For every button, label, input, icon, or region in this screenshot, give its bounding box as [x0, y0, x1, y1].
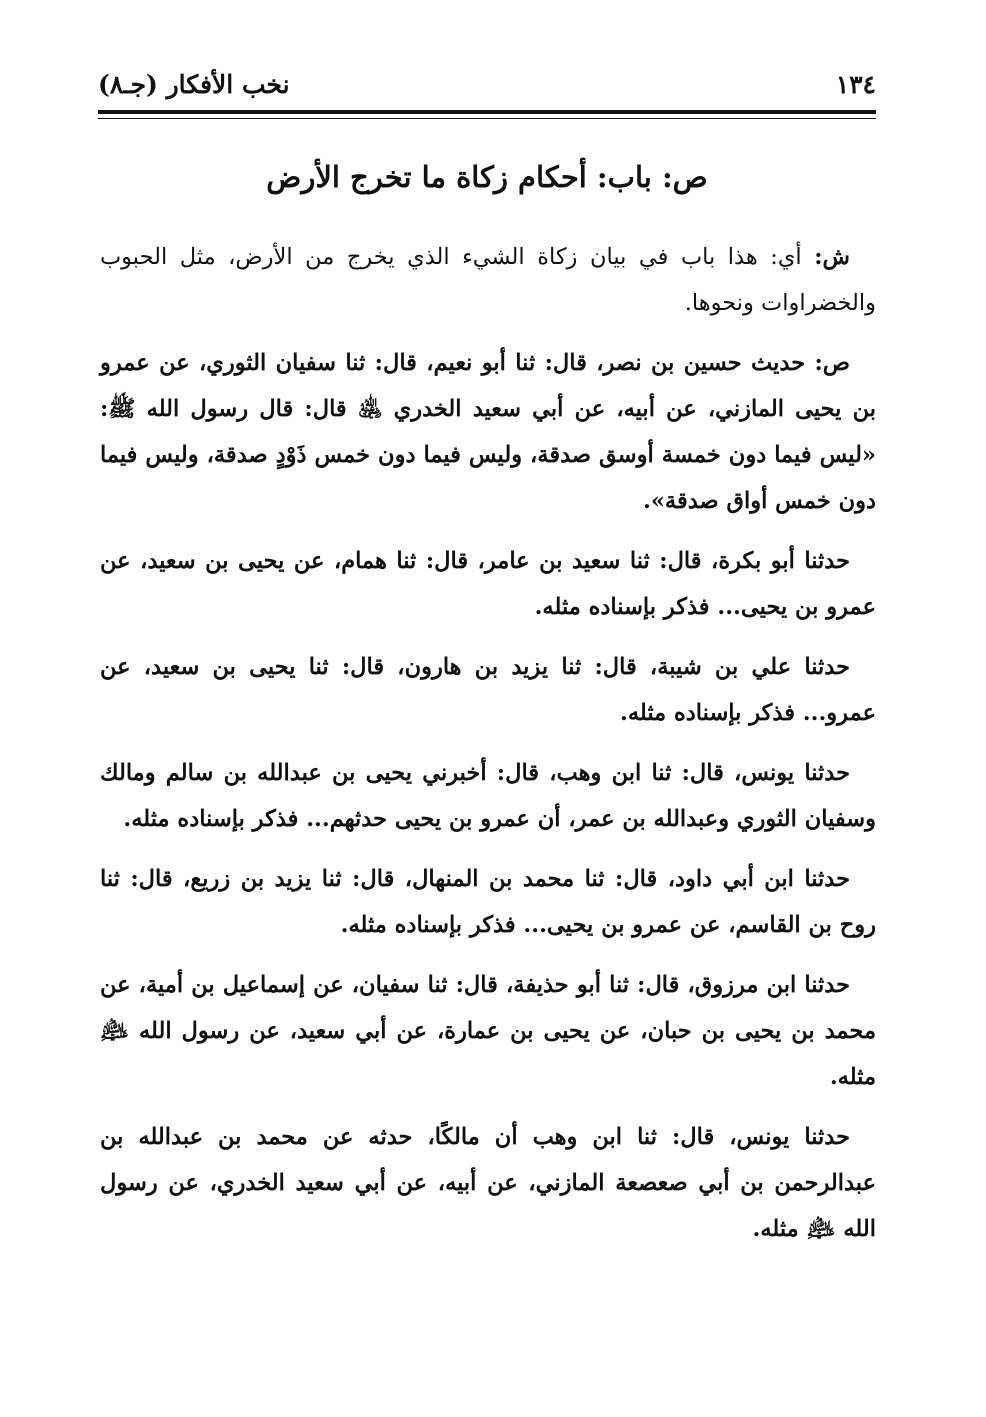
running-header — [98, 62, 876, 106]
paragraph-text: حدثنا أبو بكرة، قال: ثنا سعيد بن عامر، قال: ثنا همام، عن يحيى بن سعيد، عن عمرو بن يحيى... فذكر بإسناده مثله. — [100, 548, 876, 620]
header-rule-thick — [98, 110, 876, 114]
paragraph-lead: ش: — [814, 244, 850, 270]
header-rule-thin — [98, 118, 876, 119]
page-body — [100, 234, 876, 1266]
paragraph-text: حدثنا يونس، قال: ثنا ابن وهب أن مالكًا، حدثه عن محمد بن عبدالله بن عبدالرحمن بن أبي صعصعة المازني، عن أبيه، عن أبي سعيد الخدري، عن رسول الله ﵇ مثله. — [100, 1124, 876, 1242]
section-title: ص: باب: أحكام زكاة ما تخرج الأرض — [266, 160, 708, 194]
paragraph — [100, 856, 876, 948]
paragraph — [100, 644, 876, 736]
paragraph — [100, 340, 876, 524]
paragraph — [100, 962, 876, 1100]
paragraph-text: حديث حسين بن نصر، قال: ثنا أبو نعيم، قال: ثنا سفيان الثوري، عن عمرو بن يحيى المازني، عن أبيه، عن أبي سعيد الخدري ﵁ قال: قال رسول الله ﷺ: «ليس فيما دون خمسة أوسق صدقة، وليس فيما دون خمس ذَوْدٍ صدقة، وليس فيما دون خمس أواق صدقة». — [100, 350, 876, 514]
paragraph — [100, 538, 876, 630]
paragraph — [100, 750, 876, 842]
paragraph-text: أي: هذا باب في بيان زكاة الشيء الذي يخرج من الأرض، مثل الحبوب والخضراوات ونحوها. — [100, 244, 876, 316]
book-title: نخب الأفكار (جـ٨) — [98, 69, 290, 99]
paragraph-text: حدثنا ابن أبي داود، قال: ثنا محمد بن المنهال، قال: ثنا يزيد بن زريع، قال: ثنا روح بن القاسم، عن عمرو بن يحيى... فذكر بإسناده مثله. — [100, 866, 876, 938]
paragraph-lead: ص: — [814, 350, 850, 376]
paragraph-text: حدثنا يونس، قال: ثنا ابن وهب، قال: أخبرني يحيى بن عبدالله بن سالم ومالك وسفيان الثوري وعبدالله بن عمر، أن عمرو بن يحيى حدثهم... فذكر بإسناده مثله. — [100, 760, 876, 832]
paragraph — [100, 1114, 876, 1252]
paragraph-text: حدثنا ابن مرزوق، قال: ثنا أبو حذيفة، قال: ثنا سفيان، عن إسماعيل بن أمية، عن محمد بن يحيى بن حبان، عن يحيى بن عمارة، عن أبي سعيد، عن رسول الله ﵇ مثله. — [100, 972, 876, 1090]
paragraph-text: حدثنا علي بن شيبة، قال: ثنا يزيد بن هارون، قال: ثنا يحيى بن سعيد، عن عمرو... فذكر بإسناده مثله. — [100, 654, 876, 726]
page-number: ١٣٤ — [835, 69, 876, 99]
paragraph — [100, 234, 876, 326]
